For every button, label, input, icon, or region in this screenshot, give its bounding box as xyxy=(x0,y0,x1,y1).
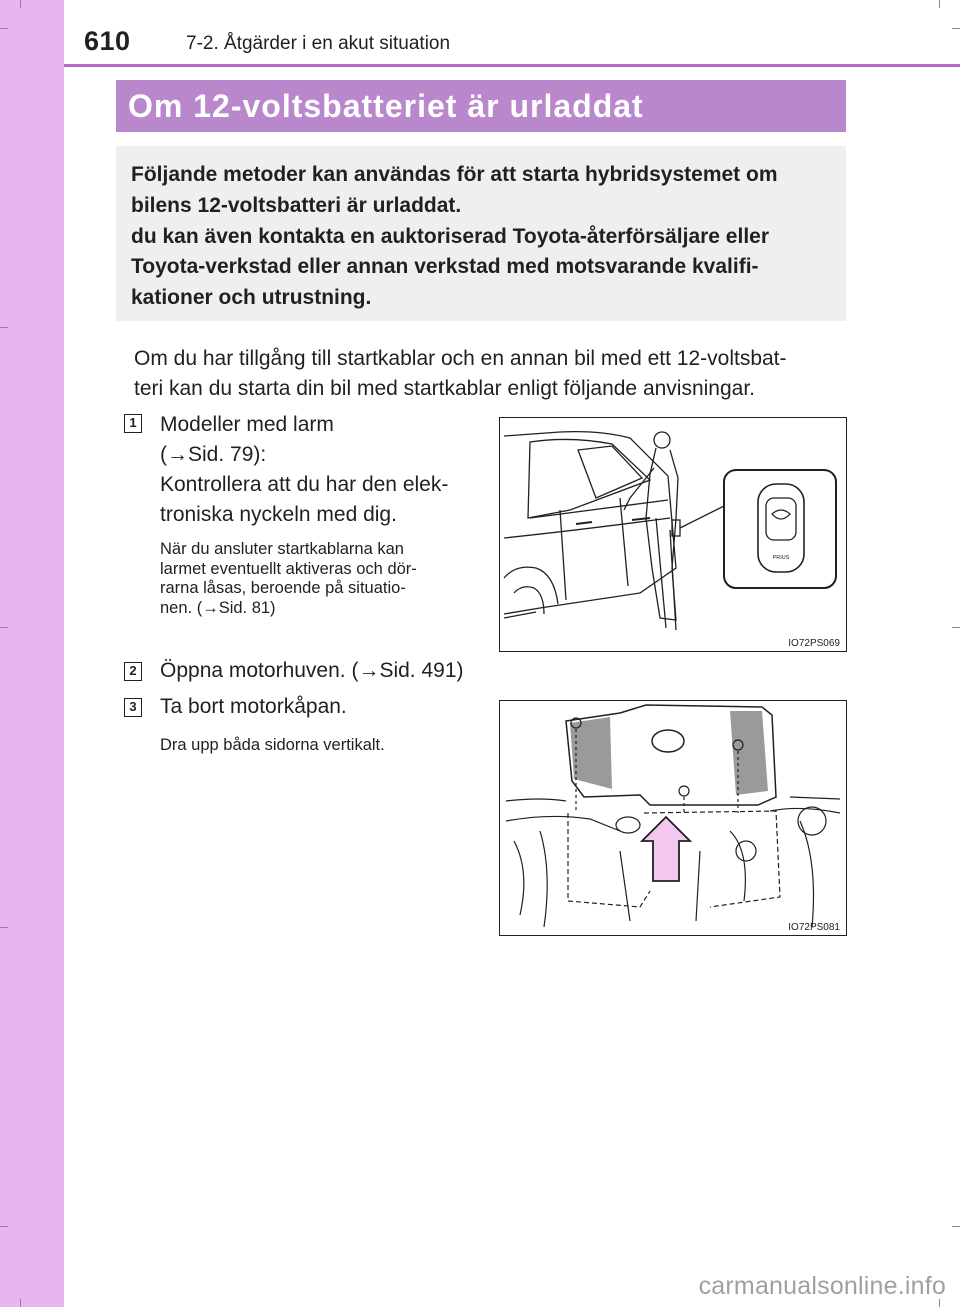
note-line: larmet eventuellt aktiveras och dör- xyxy=(160,559,417,578)
step-line: troniska nyckeln med dig. xyxy=(160,503,397,526)
note-line: Dra upp båda sidorna vertikalt. xyxy=(160,736,385,754)
figure-code: IO72PS069 xyxy=(788,638,840,649)
note-line: rarna låsas, beroende på situatio- xyxy=(160,579,406,598)
figure-code: IO72PS081 xyxy=(788,922,840,933)
lead-line: teri kan du starta din bil med startkablar enligt följande anvisningar. xyxy=(134,377,756,400)
header-rule xyxy=(64,64,960,67)
step-number-badge: 1 xyxy=(124,414,142,433)
crop-mark xyxy=(0,927,8,928)
step-1-text xyxy=(160,410,490,530)
note-line: När du ansluter startkablarna kan xyxy=(160,540,404,558)
page-number: 610 xyxy=(84,26,131,56)
engine-cover-illustration xyxy=(500,701,846,935)
step-3-text xyxy=(160,692,490,722)
intro-line: bilens 12-voltsbatteri är urladdat. xyxy=(131,193,462,217)
watermark: carmanualsonline.info xyxy=(698,1272,946,1300)
intro-line: kationer och utrustning. xyxy=(131,286,372,310)
crop-mark xyxy=(0,28,8,29)
step-line: Modeller med larm xyxy=(160,413,334,436)
car-key-illustration xyxy=(500,418,846,651)
crop-mark xyxy=(20,1299,21,1307)
intro-line: du kan även kontakta en auktoriserad Toyota-återförsäljare eller xyxy=(131,224,770,248)
intro-text xyxy=(131,160,829,314)
side-color-strip xyxy=(0,0,64,1307)
crop-mark xyxy=(952,1226,960,1227)
step-line: Kontrollera att du har den elek- xyxy=(160,473,449,496)
intro-box xyxy=(116,146,846,321)
step-line: Öppna motorhuven. (→Sid. 491) xyxy=(160,659,464,682)
lead-paragraph xyxy=(134,344,846,404)
figure-engine-cover xyxy=(499,700,847,936)
section-heading: 7-2. Åtgärder i en akut situation xyxy=(186,33,451,54)
intro-line: Toyota-verkstad eller annan verkstad med motsvarande kvalifi- xyxy=(131,255,759,279)
intro-line: Följande metoder kan användas för att starta hybridsystemet om xyxy=(131,163,778,186)
step-line: Ta bort motorkåpan. xyxy=(160,695,347,718)
step-number-badge: 3 xyxy=(124,698,142,717)
page-title: Om 12-voltsbatteriet är urladdat xyxy=(128,88,644,124)
step-line: (→Sid. 79): xyxy=(160,443,267,466)
crop-mark xyxy=(939,0,940,8)
step-3-note xyxy=(160,736,476,756)
crop-mark xyxy=(0,627,8,628)
title-bar xyxy=(116,80,846,132)
crop-mark xyxy=(952,627,960,628)
figure-car-key xyxy=(499,417,847,652)
step-1-note xyxy=(160,540,476,618)
crop-mark xyxy=(952,28,960,29)
step-2-text xyxy=(160,656,500,686)
crop-mark xyxy=(0,327,8,328)
lead-line: Om du har tillgång till startkablar och en annan bil med ett 12-voltsbat- xyxy=(134,347,787,370)
step-number-badge: 2 xyxy=(124,662,142,681)
key-label: PRIUS xyxy=(772,555,790,561)
crop-mark xyxy=(20,0,21,8)
note-line: nen. (→Sid. 81) xyxy=(160,598,276,617)
crop-mark xyxy=(0,1226,8,1227)
